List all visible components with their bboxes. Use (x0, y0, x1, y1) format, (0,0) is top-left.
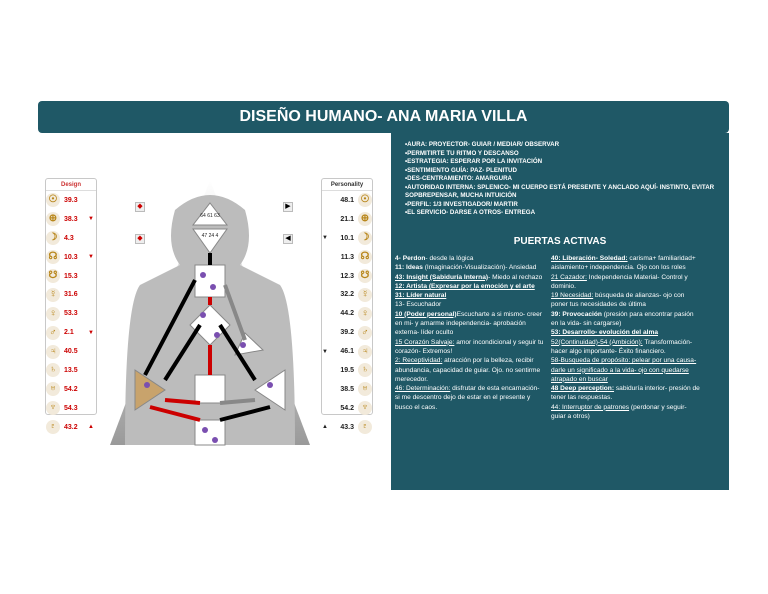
gate-value: 2.1 (64, 329, 74, 337)
planet-row (322, 304, 372, 323)
info-panel (391, 133, 729, 490)
gate-name: 2: Receptividad: (395, 357, 443, 365)
arrow-indicator: ▲ (322, 424, 328, 431)
gate-entry (551, 328, 701, 337)
gate-value: 46.1 (340, 348, 354, 356)
gates-right-column (551, 254, 701, 421)
gate-value: 31.6 (64, 291, 78, 299)
profile-list (405, 141, 727, 218)
gates-left-column (395, 254, 545, 412)
mercury-icon: ☿ (358, 288, 372, 302)
gate-value: 4.3 (64, 234, 74, 242)
planet-row (46, 285, 96, 304)
planet-row (322, 229, 372, 248)
gate-name: 58-Busqueda de propósito: pelear por una causa- darle un significado a la vida- ojo con quedarse atrapado en buscar (551, 357, 697, 383)
pluto-icon: ♇ (46, 420, 60, 434)
gate-entry (551, 403, 701, 422)
gate-description: - desde la lógica (425, 255, 474, 262)
design-header: Design (46, 179, 96, 191)
gate-value: 53.3 (64, 310, 78, 318)
gate-description: - Escuchador (402, 301, 442, 309)
gate-value: 38.3 (64, 215, 78, 223)
planet-row (322, 323, 372, 342)
pluto-icon: ♇ (358, 420, 372, 434)
personality-header: Personality (322, 179, 372, 191)
gate-entry (395, 356, 545, 384)
gate-entry (551, 273, 701, 292)
gate-entry (395, 282, 545, 291)
profile-item: •DES-CENTRAMIENTO: AMARGURA (405, 175, 513, 182)
planet-row (322, 361, 372, 380)
gate-description: Independencia Material- Control y dominio. (551, 273, 688, 290)
gate-entry (551, 310, 701, 329)
mars-icon: ♂ (358, 326, 372, 340)
gate-entry (395, 384, 545, 412)
planet-row (322, 342, 372, 361)
neptune-icon: ♆ (46, 401, 60, 415)
gate-name: 40: Liberación- Soledad: (551, 255, 628, 262)
arrow-indicator: ▼ (88, 329, 94, 336)
gate-value: 48.1 (340, 196, 354, 204)
planet-row (46, 323, 96, 342)
planet-row (46, 210, 96, 229)
jupiter-icon: ♃ (46, 345, 60, 359)
saturn-icon: ♄ (46, 363, 60, 377)
gate-name: 4- Perdon (395, 255, 426, 262)
profile-item: •EL SERVICIO- DARSE A OTROS- ENTREGA (405, 209, 536, 216)
gate-value: 11.3 (340, 253, 354, 261)
gate-name: 19 Necesidad: (551, 292, 594, 300)
arrow-indicator: ▲ (88, 424, 94, 431)
gate-name: 10 (Poder personal) (395, 310, 457, 318)
personality-arrow-top[interactable]: ▶ (283, 202, 293, 212)
gate-entry (551, 356, 701, 384)
planet-row (322, 191, 372, 210)
gate-name: 43: Insight (Sabiduría Interna) (395, 273, 489, 281)
sun-icon: ☉ (358, 193, 372, 207)
page-title: DISEÑO HUMANO- ANA MARIA VILLA (38, 101, 729, 133)
earth-icon: ⊕ (46, 212, 60, 226)
gate-name: 12: Artista (Expresar por la emoción y el arte (395, 282, 535, 290)
gate-value: 44.2 (340, 310, 354, 318)
profile-item: •AURA: PROYECTOR- GUIAR / MEDIAR/ OBSERVAR (405, 141, 560, 148)
bodygraph (105, 175, 315, 450)
planet-row (322, 399, 372, 418)
gate-value: 39.2 (340, 329, 354, 337)
planet-row (322, 418, 372, 437)
gate-name: 53: Desarrollo- evolución del alma (551, 329, 659, 337)
arrow-indicator: ▼ (88, 216, 94, 223)
profile-item: •PERMITIRTE TU RITMO Y DESCANSO (405, 149, 519, 157)
gate-value: 19.5 (340, 366, 354, 374)
uranus-icon: ♅ (358, 382, 372, 396)
earth-icon: ⊕ (358, 212, 372, 226)
gate-name: 48 Deep perception: (551, 385, 615, 393)
planet-row (46, 342, 96, 361)
gate-entry (395, 291, 545, 300)
planet-row (322, 210, 372, 229)
gate-name: 13 (395, 301, 403, 309)
sun-icon: ☉ (46, 193, 60, 207)
profile-item: •AUTORIDAD INTERNA: SPLENICO- MI CUERPO ESTÁ PRESENTE Y ANCLADO AQUÍ- INSTINTO, EVITAR SOPBREPENSAR, MUCHA INTUICIÓN (405, 183, 715, 199)
gate-entry (395, 273, 545, 282)
gate-description: atracción por la belleza, recibir abundancia, capacidad de guiar. Ojo. no sentirme merecedor. (395, 357, 541, 383)
venus-icon: ♀ (46, 307, 60, 321)
arrow-indicator: ▼ (88, 254, 94, 261)
gate-entry (551, 338, 701, 357)
gate-value: 54.2 (64, 385, 78, 393)
north-node-icon: ☊ (358, 250, 372, 264)
gate-name: 39: Provocación (551, 310, 602, 318)
neptune-icon: ♆ (358, 401, 372, 415)
gate-name: 44: Interruptor de patrones (551, 403, 630, 411)
planet-row (46, 304, 96, 323)
design-arrow-bottom[interactable]: ◆ (135, 234, 145, 244)
gate-value: 21.1 (340, 215, 354, 223)
gate-description: carisma+ familiaridad+ aislamiento+ independencia. Ojo con los roles (551, 255, 696, 272)
gate-entry (395, 310, 545, 338)
gate-value: 38.5 (340, 385, 354, 393)
gate-description: amor incondicional y seguir tu corazón- Extremos! (395, 338, 544, 355)
head-gates: 64 61 63 (200, 213, 220, 219)
ajna-gates: 47 24 4 (201, 233, 219, 239)
uranus-icon: ♅ (46, 382, 60, 396)
mercury-icon: ☿ (46, 288, 60, 302)
moon-icon: ☽ (46, 231, 60, 245)
gate-description: - Miedo al rechazo (488, 273, 543, 281)
gate-value: 40.5 (64, 348, 78, 356)
planet-row (46, 191, 96, 210)
gate-name: 52(Continuidad)-54 (Ambición): (551, 338, 643, 346)
design-arrow-top[interactable]: ◆ (135, 202, 145, 212)
personality-arrow-bottom[interactable]: ◀ (283, 234, 293, 244)
gate-value: 32.2 (340, 291, 354, 299)
gate-name: 15 Corazón Salvaje: (395, 338, 455, 346)
planet-row (322, 285, 372, 304)
gate-value: 43.3 (340, 423, 354, 431)
gate-value: 13.5 (64, 366, 78, 374)
gate-description: disfrutar de esta encarnación- si me descentro dejo de estar en el presente y busco el caos. (395, 385, 540, 411)
design-column (45, 178, 97, 433)
gate-value: 10.1 (340, 234, 354, 242)
gate-description: sabiduría interior- presión de tener las respuestas. (551, 385, 700, 402)
planet-row (322, 380, 372, 399)
sacral-center (195, 375, 225, 403)
profile-item: •ESTRATEGIA: ESPERAR POR LA INVITACIÓN (405, 158, 543, 165)
gate-name: 11: Ideas (395, 264, 423, 272)
gate-description: (Imaginación-Visualización)- Ansiedad (422, 264, 537, 272)
root-center (195, 420, 225, 445)
saturn-icon: ♄ (358, 363, 372, 377)
mars-icon: ♂ (46, 326, 60, 340)
gates-title: PUERTAS ACTIVAS (513, 236, 607, 247)
south-node-icon: ☋ (46, 269, 60, 283)
gate-value: 15.3 (64, 272, 78, 280)
throat-center (195, 265, 225, 297)
south-node-icon: ☋ (358, 269, 372, 283)
planet-row (46, 361, 96, 380)
gate-value: 54.2 (340, 404, 354, 412)
planet-row (46, 380, 96, 399)
profile-item: •PERFIL: 1/3 INVESTIGADOR/ MARTIR (405, 200, 518, 208)
planet-row (322, 248, 372, 267)
planet-row (46, 229, 96, 248)
gate-name: 21 Cazador: (551, 273, 587, 281)
gate-description: Transformación- hacer algo importante- Éxito financiero. (551, 338, 693, 355)
planet-row (322, 267, 372, 286)
north-node-icon: ☊ (46, 250, 60, 264)
gate-description: (perdonar y seguir-guiar a otros) (551, 403, 687, 421)
moon-icon: ☽ (358, 231, 372, 245)
gate-entry (395, 263, 545, 272)
gate-value: 12.3 (340, 272, 354, 280)
gate-value: 39.3 (64, 196, 78, 204)
venus-icon: ♀ (358, 307, 372, 321)
gate-entry (395, 254, 545, 263)
gate-description: búsqueda de alianzas- ojo con poner tus necesidades de última (551, 292, 685, 309)
personality-column (321, 178, 373, 433)
arrow-indicator: ▼ (322, 235, 328, 242)
gate-value: 43.2 (64, 423, 78, 431)
gate-value: 54.3 (64, 404, 78, 412)
planet-row (46, 267, 96, 286)
gate-entry (551, 291, 701, 310)
profile-item: •SENTIMIENTO GUÍA: PAZ- PLENITUD (405, 166, 517, 174)
gate-description: (presión para encontrar pasión en la vida- sin cargarse) (551, 310, 694, 328)
gate-entry (551, 384, 701, 403)
arrow-indicator: ▼ (322, 348, 328, 355)
gate-entry (551, 254, 701, 273)
gate-entry (395, 338, 545, 357)
gate-name: 46: Determinación: (395, 385, 451, 393)
planet-row (46, 248, 96, 267)
planet-row (46, 399, 96, 418)
gate-name: 31: Líder natural (395, 292, 447, 300)
gate-value: 10.3 (64, 253, 78, 261)
planet-row (46, 418, 96, 437)
gate-entry (395, 300, 545, 309)
jupiter-icon: ♃ (358, 345, 372, 359)
gate-description: Escucharte a si mismo- creer en mi- y amarme independencia- aprobación externa- líder oculto (395, 310, 542, 337)
